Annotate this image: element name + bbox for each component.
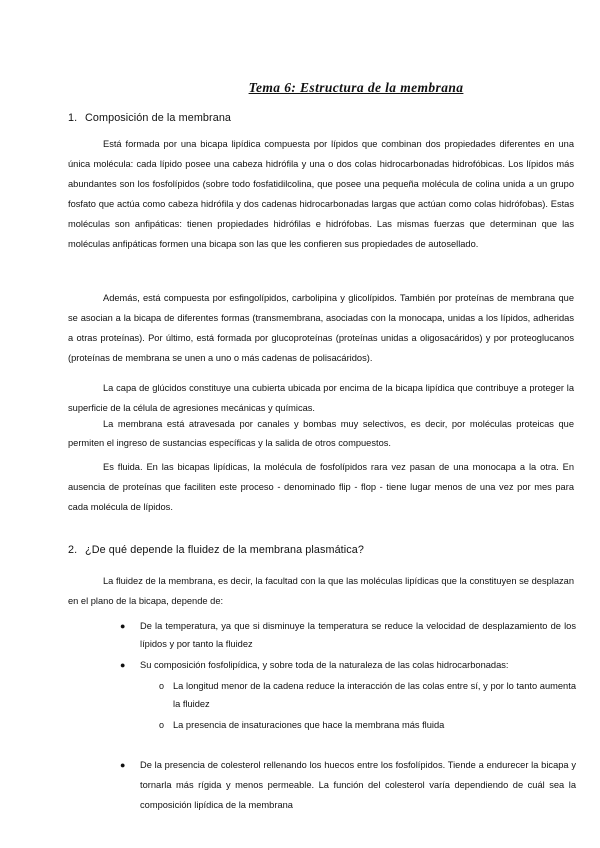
list-item-text: De la presencia de colesterol rellenando los huecos entre los fosfolípidos. Tiende a endurecer la bicapa y tornarla más rígida y menos permeable. La función del colesterol varía dependiendo de cuál sea la composición lipídica de la membrana [140,760,576,810]
list-item [120,656,576,734]
sub-list-item [140,677,576,713]
document-title-text: Tema 6: Estructura de la membrana [248,80,464,95]
document-title [0,80,600,96]
section-1-title: Composición de la membrana [85,112,232,124]
section-2-title: ¿De qué depende la fluidez de la membrana plasmática? [85,544,364,556]
sub-list-item-text: La presencia de insaturaciones que hace la membrana más fluida [173,720,445,730]
sub-bullet-icon: o [159,720,165,730]
section-1-paragraph-4: La membrana está atravesada por canales y bombas muy selectivos, es decir, por moléculas proteicas que permiten el ingreso de sustancias específicas y la salida de otros compuestos. [68,419,574,448]
bullet-icon: ● [120,760,126,770]
fluidity-factors-list [120,617,576,815]
section-2-intro: La fluidez de la membrana, es decir, la facultad con la que las moléculas lipídicas que la constituyen se desplazan en el plano de la bicapa, depende de: [68,576,574,606]
list-item [120,617,576,653]
section-2-number: 2. [68,544,78,556]
bullet-icon: ● [120,660,126,670]
section-1-paragraph-2: Además, está compuesta por esfingolípidos, carbolipina y glicolípidos. También por proteínas de membrana que se asocian a la bicapa de diferentes formas (transmembrana, asociadas con la monocapa, unidas a los lípidos, adheridas a otras proteínas). Por último, está formada por glucoproteínas (proteínas unidas a oligosacáridos) y por proteoglucanos (proteínas de membrana se unen a uno o más cadenas de polisacáridos). [68,293,574,363]
list-item-text: Su composición fosfolipídica, y sobre toda de la naturaleza de las colas hidrocarbonadas: [140,660,509,670]
section-1-heading [68,112,231,124]
section-1-number: 1. [68,112,78,124]
list-item-text: De la temperatura, ya que si disminuye la temperatura se reduce la velocidad de desplazamiento de los lípidos y por tanto la fluidez [140,621,576,649]
sub-list-item [140,716,576,734]
list-item [120,755,576,815]
section-2-heading [68,544,364,556]
section-1-paragraph-5: Es fluida. En las bicapas lipídicas, la molécula de fosfolípidos rara vez pasan de una monocapa a la otra. En ausencia de proteínas que faciliten este proceso - denominado flip - flop - tiene lugar menos de una vez por mes para cada molécula de lípidos. [68,462,574,512]
section-1-paragraph-1: Está formada por una bicapa lipídica compuesta por lípidos que combinan dos propiedades diferentes en una única molécula: cada lípido posee una cabeza hidrófila y una o dos colas hidrocarbonadas hidrofóbicas. Los lípidos más abundantes son los fosfolípidos (sobre todo fosfatidilcolina, que posee una pequeña molécula de colina unida a un grupo fosfato que actúa como cabeza hidrófila y dos cadenas hidrocarbonadas largas que actúan como colas hidrófobas). Estas moléculas son anfipáticas: tienen propiedades hidrófilas e hidrófobas. Las mismas fuerzas que determinan que las moléculas anfipáticas formen una bicapa son las que les confieren sus propiedades de autosellado. [68,139,574,249]
sub-list-item-text: La longitud menor de la cadena reduce la interacción de las colas entre sí, y por lo tanto aumenta la fluidez [173,681,576,709]
bullet-icon: ● [120,621,126,631]
section-1-paragraph-3: La capa de glúcidos constituye una cubierta ubicada por encima de la bicapa lipídica que contribuye a proteger la superficie de la célula de agresiones mecánicas y químicas. [68,383,574,413]
sub-list [140,677,576,734]
sub-bullet-icon: o [159,681,165,691]
